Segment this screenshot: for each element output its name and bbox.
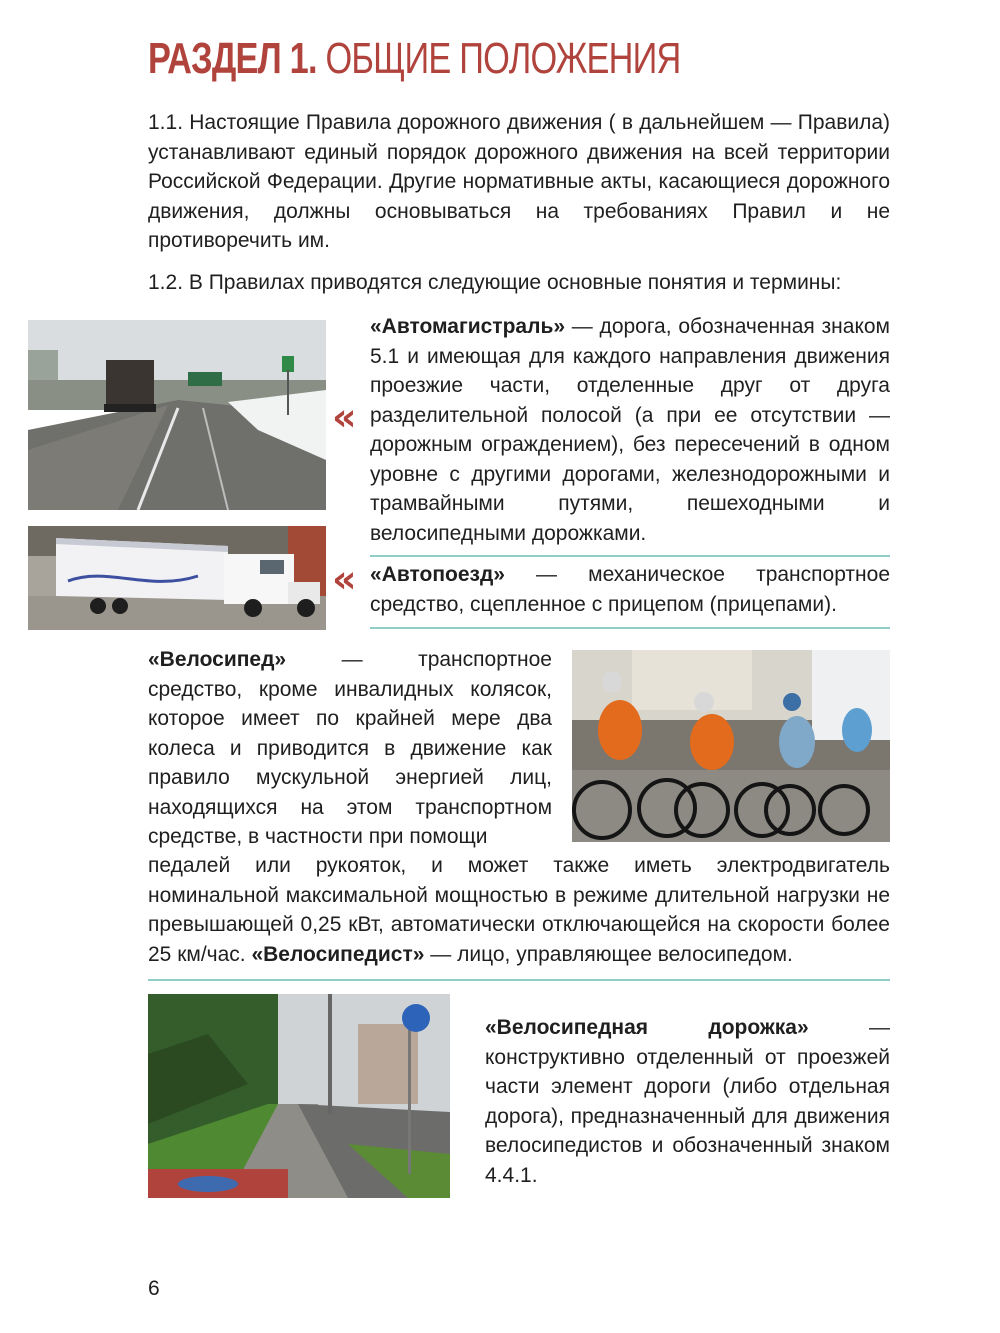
paragraph-1-2: 1.2. В Правилах приводятся следующие основные понятия и термины:: [148, 271, 842, 294]
bike-path-photo: [148, 994, 450, 1198]
road-train-photo: [28, 526, 326, 630]
text-velosiped-top: — транспортное средство, кроме инвалидных колясок, которое имеет по крайней мере два колеса и приводится в движение как правило мускульной энергией лиц, находящихся на этом транспортном средстве, в частности при помощи: [148, 648, 552, 848]
text-velosipednaya-dorozhka: — конструктивно отделенный от проезжей части элемент дороги (либо отдельная дорога), предназначенный для движения велосипедистов и обозначенный знаком 4.4.1.: [485, 1016, 890, 1187]
text-velosipedist: — лицо, управляющее велосипедом.: [424, 942, 793, 966]
term-avtopoezd: «Автопоезд»: [370, 563, 505, 586]
divider: [370, 555, 890, 557]
term-velosipednaya-dorozhka: «Велосипедная дорожка»: [485, 1016, 809, 1039]
page-title: [148, 34, 741, 84]
title-section-name: ОБЩИЕ ПОЛОЖЕНИЯ: [325, 34, 681, 83]
term-avtomagistral: «Автомагистраль»: [370, 315, 566, 338]
motorway-photo: [28, 320, 326, 510]
text-velosiped-bottom: педалей или рукояток, и может также иметь электродвигатель номинальной максимальной мощностью в режиме длительной нагрузки не превышающей 0,25 кВт, автоматически отключающейся на скорости более 25 км/час.: [148, 854, 890, 966]
definition-velosipednaya-dorozhka: [485, 1013, 890, 1190]
definition-avtopoezd: [370, 560, 890, 619]
divider: [370, 627, 890, 629]
title-section-number: РАЗДЕЛ 1.: [148, 34, 317, 83]
term-velosipedist: «Велосипедист»: [251, 942, 425, 966]
definition-velosiped-continued: [148, 851, 890, 969]
chevron-icon: «: [332, 557, 357, 601]
term-velosiped: «Велосипед»: [148, 648, 287, 671]
text-avtopoezd: — механическое транспортное средство, сцепленное с прицепом (прицепами).: [370, 563, 890, 616]
text-avtomagistral: — дорога, обозначенная знаком 5.1 и имеющая для каждого направления движения проезжие части, отделенные друг от друга разделительной полосой (а при ее отсутствии — дорожным ограждением), без пересечений в одном уровне с другими дорогами, железнодорожными и трамвайными путями, пешеходными и велосипедными дорожками.: [370, 315, 890, 545]
cyclists-photo: [572, 650, 890, 842]
definition-velosiped: [148, 645, 552, 852]
chevron-icon: «: [332, 395, 357, 439]
paragraph-1-1: 1.1. Настоящие Правила дорожного движения ( в дальнейшем — Правила) устанавливают единый порядок дорожного движения на всей территории Российской Федерации. Другие нормативные акты, касающиеся дорожного движения, должны основываться на требованиях Правил и не противоречить им.: [148, 111, 890, 252]
definition-avtomagistral: [370, 312, 890, 548]
page-number: 6: [148, 1277, 160, 1300]
divider: [148, 979, 890, 981]
